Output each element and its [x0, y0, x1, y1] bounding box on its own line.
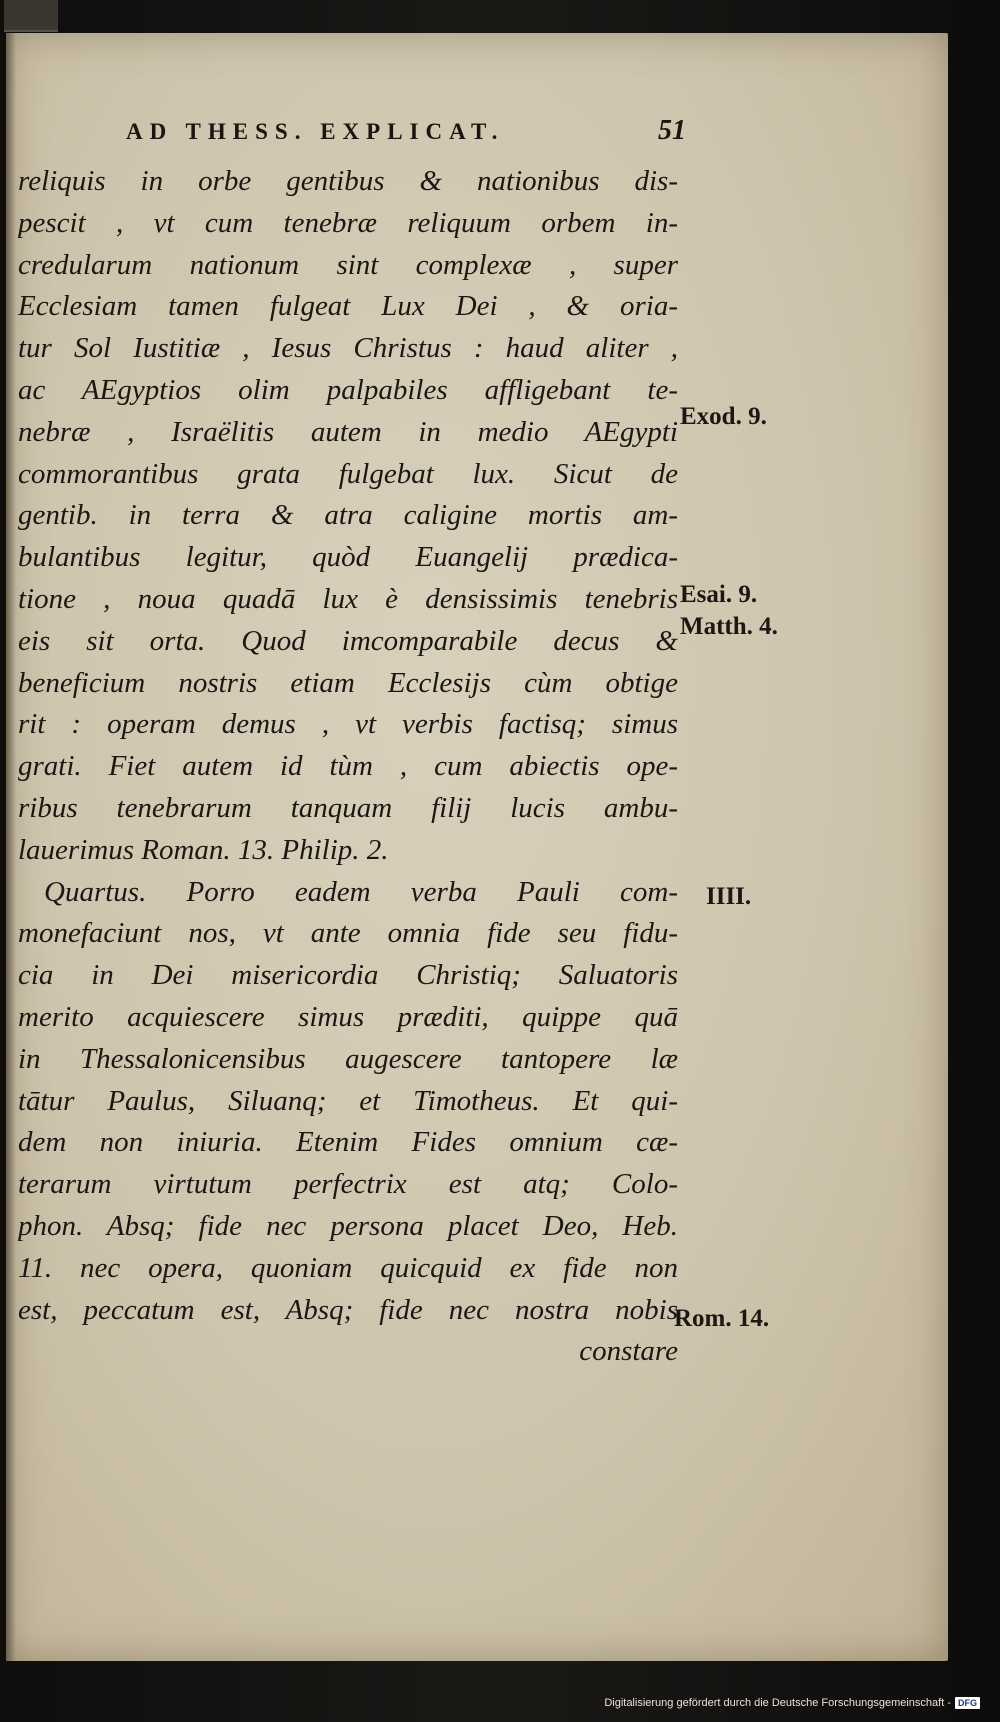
text-line: monefaciunt nos, vt ante omnia fide seu fidu- — [18, 917, 678, 950]
page-gutter-shadow — [6, 33, 16, 1661]
text-line: terarum virtutum perfectrix est atq; Colo- — [18, 1168, 678, 1201]
text-line: tātur Paulus, Siluanq; et Timotheus. Et qui- — [18, 1084, 678, 1117]
book-page — [6, 33, 948, 1661]
dfg-logo: DFG — [955, 1697, 980, 1709]
running-head: AD THESS. EXPLICAT. — [126, 119, 505, 144]
catchword: constare — [579, 1335, 678, 1368]
margin-note-exod: Exod. 9. — [680, 403, 767, 430]
page-number: 51 — [658, 115, 686, 146]
text-line: reliquis in orbe gentibus & nationibus dis- — [18, 165, 678, 197]
text-line: est, peccatum est, Absq; fide nec nostra nobis — [18, 1293, 678, 1326]
text-line: credularum nationum sint complexæ , super — [18, 248, 678, 281]
credit-text: Digitalisierung gefördert durch die Deutsche Forschungsgemeinschaft - — [604, 1697, 951, 1709]
text-line: ac AEgyptios olim palpabiles affligebant te- — [18, 373, 678, 406]
text-line: eis sit orta. Quod imcomparabile decus & — [18, 624, 678, 657]
scan-corner-mark — [4, 0, 58, 32]
text-line: lauerimus Roman. 13. Philip. 2. — [18, 833, 389, 866]
text-line: rit : operam demus , vt verbis factisq; simus — [18, 708, 678, 741]
text-line: in Thessalonicensibus augescere tantopere læ — [18, 1042, 678, 1075]
margin-note-numeral: IIII. — [706, 883, 752, 910]
text-line: beneficium nostris etiam Ecclesijs cùm obtige — [18, 666, 678, 699]
text-line: Ecclesiam tamen fulgeat Lux Dei , & oria- — [18, 290, 678, 323]
text-line: dem non iniuria. Etenim Fides omnium cæ- — [18, 1126, 678, 1159]
body-text — [18, 161, 678, 1373]
text-line: cia in Dei misericordia Christiq; Saluatoris — [18, 959, 678, 992]
page-header — [126, 115, 686, 155]
text-line: nebræ , Israëlitis autem in medio AEgypti — [18, 415, 678, 448]
text-line: grati. Fiet autem id tùm , cum abiectis ope- — [18, 750, 678, 783]
text-line: gentib. in terra & atra caligine mortis am- — [18, 499, 678, 532]
text-line: merito acquiescere simus præditi, quippe quā — [18, 1000, 678, 1033]
text-line: tione , noua quadā lux è densissimis tenebris — [18, 582, 678, 615]
text-line: ribus tenebrarum tanquam filij lucis ambu- — [18, 791, 678, 824]
text-line: tur Sol Iustitiæ , Iesus Christus : haud aliter , — [18, 332, 678, 365]
digitization-credit — [604, 1697, 980, 1709]
text-line: commorantibus grata fulgebat lux. Sicut de — [18, 457, 678, 490]
text-line: pescit , vt cum tenebræ reliquum orbem in- — [18, 206, 678, 239]
text-line: 11. nec opera, quoniam quicquid ex fide non — [18, 1251, 678, 1284]
margin-note-esai: Esai. 9. — [680, 581, 758, 608]
text-line: bulantibus legitur, quòd Euangelij prædica- — [18, 541, 678, 574]
section-opening-line: Quartus. Porro eadem verba Pauli com- — [44, 875, 678, 908]
margin-note-rom: Rom. 14. — [674, 1305, 770, 1332]
margin-note-matth: Matth. 4. — [680, 613, 778, 640]
text-line: phon. Absq; fide nec persona placet Deo, Heb. — [18, 1209, 678, 1242]
